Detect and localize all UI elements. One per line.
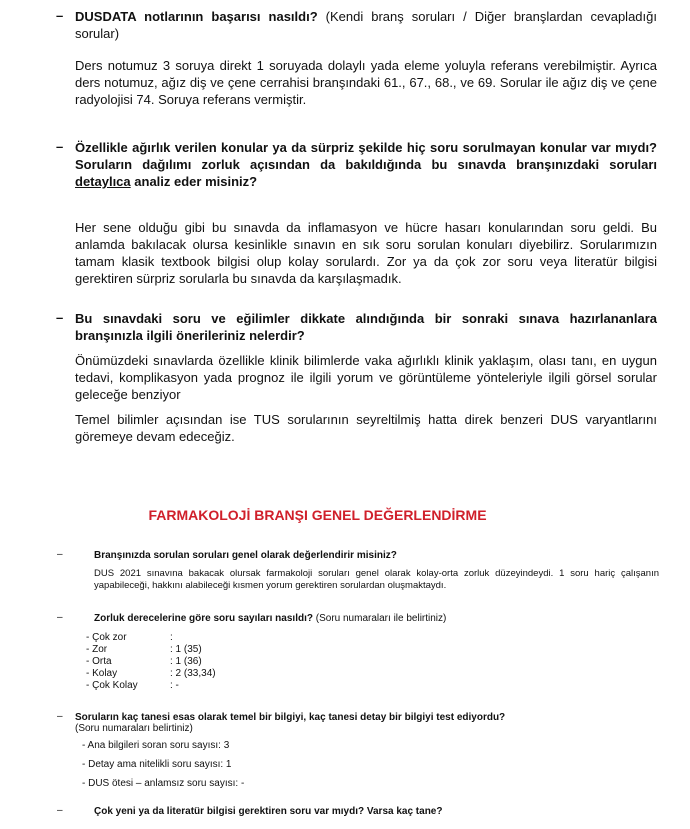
question-text: DUSDATA notlarının başarısı nasıldı?	[75, 9, 318, 24]
question-new-literature: Çok yeni ya da literatür bilgisi gerektiren soru var mıydı? Varsa kaç tane?	[94, 806, 443, 817]
difficulty-value: : 1 (36)	[170, 656, 202, 667]
answer-general-evaluation: DUS 2021 sınavına bakacak olursak farmakoloji soruları genel olarak kolay-orta zorluk düzeyindeydi. 1 soru hariç çalışanın yapabileceği, hakkını alabileceği kısmen yorum gerektiren sorulardan oluşmaktaydı.	[94, 568, 659, 591]
difficulty-row	[86, 644, 386, 656]
difficulty-row	[86, 632, 386, 644]
bullet-dash: –	[56, 310, 64, 325]
difficulty-value: :	[170, 632, 173, 643]
difficulty-value: : 2 (33,34)	[170, 668, 216, 679]
question-basic-vs-detail: Soruların kaç tanesi esas olarak temel bir bilgiyi, kaç tanesi detay bir bilgiyi test ediyordu?	[75, 712, 506, 723]
answer-topics-difficulty: Her sene olduğu gibi bu sınavda da inflamasyon ve hücre hasarı konularından soru geldi. Bu anlamda bakılacak olursa kesinlikle sınavın en sık soru sorulan konuları diyebilirz. Sorularımızın tamam klasik textbook bilgisi olup kolay sorulardı. Zor ya da çok zor soru veya literatür bilgisi gerektiren sürpriz sorularla bu sınavda da karşılaşmadık.	[75, 220, 657, 286]
answer-recommendations-p1: Önümüzdeki sınavlarda özellikle klinik bilimlerde vaka ağırlıklı klinik yaklaşım, olası tanı, en uygun tedavi, komplikasyon yada prognoz ile ilgili yorum ve görüntüleme yönteleriyle ilgili görsel sorular geleceğe benziyor	[75, 353, 657, 402]
bullet-dash: –	[56, 8, 64, 23]
difficulty-label: - Orta	[86, 656, 112, 667]
difficulty-label: - Çok zor	[86, 632, 127, 643]
answer-dusdata-success: Ders notumuz 3 soruya direkt 1 soruyada dolaylı yada eleme yoluyla referans verebilmiştir. Ayrıca ders notumuz, ağız diş ve çene cerrahisi branşındaki 61., 67., 68., ve 69. Sorular ile ağız diş ve çene radyolojisi 74. Soruya referans vermiştir.	[75, 58, 657, 107]
difficulty-row	[86, 680, 386, 692]
bullet-dash: –	[57, 711, 63, 722]
underlined-word: detaylıca	[75, 174, 131, 189]
question-note: (Soru numaraları ile belirtiniz)	[312, 613, 447, 624]
difficulty-row	[86, 656, 386, 668]
count-item: - Detay ama nitelikli soru sayısı: 1	[82, 759, 232, 770]
count-item: - Ana bilgileri soran soru sayısı: 3	[82, 740, 230, 751]
difficulty-label: - Zor	[86, 644, 108, 655]
bullet-dash: –	[56, 139, 64, 154]
bullet-dash: –	[57, 805, 63, 816]
difficulty-label: - Kolay	[86, 668, 118, 679]
count-item: - DUS ötesi – anlamsız soru sayısı: -	[82, 778, 245, 789]
question-text: Özellikle ağırlık verilen konular ya da sürpriz şekilde hiç soru sorulmayan konular var mıydı? Soruların dağılımı zorluk açısından da bakıldığında bu sınavda branşınızdaki soruları	[75, 140, 657, 172]
question-general-evaluation: Branşınızda sorulan soruları genel olarak değerlendirir misiniz?	[94, 550, 397, 561]
question-recommendations: Bu sınavdaki soru ve eğilimler dikkate alındığında bir sonraki sınava hazırlananlara branşınızla ilgili önerileriniz nelerdir?	[75, 311, 657, 343]
bullet-dash: –	[57, 549, 63, 560]
section-title: FARMAKOLOJİ BRANŞI GENEL DEĞERLENDİRME	[148, 507, 487, 523]
difficulty-value: : -	[170, 680, 179, 691]
question-text: Zorluk derecelerine göre soru sayıları nasıldı?	[94, 613, 313, 624]
difficulty-row	[86, 668, 386, 680]
question-difficulty-counts	[94, 612, 659, 625]
question-note: (Soru numaraları belirtiniz)	[75, 723, 193, 734]
answer-recommendations-p2: Temel bilimler açısından ise TUS sorularının seyreltilmiş hatta direk benzeri DUS varyantlarını göremeye devam edeceğiz.	[75, 412, 657, 444]
difficulty-label: - Çok Kolay	[86, 680, 138, 691]
bullet-dash: –	[57, 612, 63, 623]
question-note: (Kendi branş soruları / Diğer branşlardan cevapladığı sorular)	[75, 9, 657, 41]
question-text-end: analiz eder misiniz?	[130, 174, 258, 189]
question-topics-difficulty	[75, 139, 657, 190]
question-dusdata-success	[75, 8, 657, 42]
difficulty-value: : 1 (35)	[170, 644, 202, 655]
